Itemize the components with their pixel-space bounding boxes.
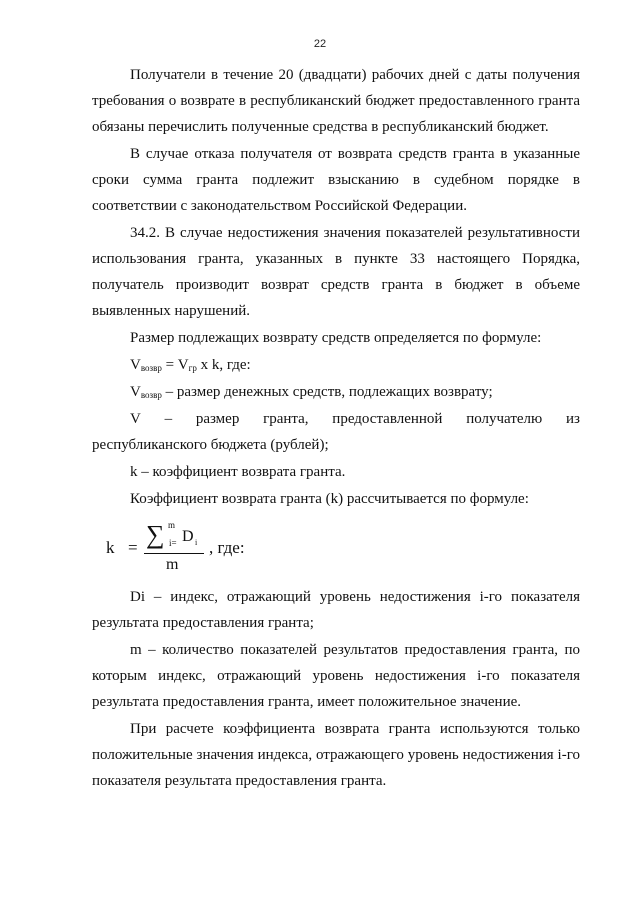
fraction-bar <box>144 553 204 554</box>
formula-k: k <box>106 538 115 557</box>
formula-equals: = <box>128 538 138 557</box>
paragraph-34-2: 34.2. В случае недостижения значения показателей результативности использования гранта, указанных в пункте 33 настоящего Порядка, получатель производит возврат средств гранта в бюджет в объеме выявленных нарушений. <box>92 225 580 319</box>
paragraph-positive-values: При расчете коэффициента возврата гранта используются только положительные значения индекса, отражающего уровень недостижения i-го показателя результата предоставления гранта. <box>92 721 580 789</box>
formula-coefficient-k <box>106 522 580 578</box>
definition-k: k – коэффициент возврата гранта. <box>130 464 346 480</box>
paragraph-k-formula-intro: Коэффициент возврата гранта (k) рассчитывается по формуле: <box>130 491 529 507</box>
formula-denominator: m <box>166 556 179 573</box>
definition-m: m – количество показателей результатов предоставления гранта, по которым индекс, отражающий уровень недостижения i-го показателя результата предоставления гранта, имеет положительное значение. <box>92 642 580 710</box>
page-number: 22 <box>313 38 327 50</box>
paragraph-return-deadline: Получатели в течение 20 (двадцати) рабочих дней с даты получения требования о возврате в республиканский бюджет предоставленного гранта обязаны перечислить полученные средства в республиканский бюджет. <box>92 67 580 135</box>
formula-d: D <box>182 528 194 545</box>
formula-where: , где: <box>209 538 245 557</box>
definition-v-return: $V_{возвр}$ – размер денежных средств, подлежащих возврату; <box>130 384 493 400</box>
sum-upper-limit: m <box>168 520 176 530</box>
document-body <box>92 62 580 794</box>
definition-di: Di – индекс, отражающий уровень недостижения i-го показателя результата предоставления гранта; <box>92 589 580 631</box>
sum-icon: ∑ <box>146 520 165 549</box>
definition-v-grant-cont: республиканского бюджета (рублей); <box>92 437 329 453</box>
paragraph-formula-intro: Размер подлежащих возврату средств определяется по формуле: <box>130 330 542 346</box>
sum-lower-limit: i= <box>169 538 177 548</box>
formula-numerator <box>144 522 202 552</box>
paragraph-refusal: В случае отказа получателя от возврата средств гранта в указанные сроки сумма гранта подлежит взысканию в судебном порядке в соответствии с законодательством Российской Федерации. <box>92 146 580 214</box>
definition-v-grant-line: V – размер гранта, предоставленной получателю из <box>130 411 580 427</box>
formula-return-amount: $V_{возвр} = V_{гр}$ х k, где: <box>130 357 251 373</box>
formula-d-subscript: i <box>195 538 198 547</box>
